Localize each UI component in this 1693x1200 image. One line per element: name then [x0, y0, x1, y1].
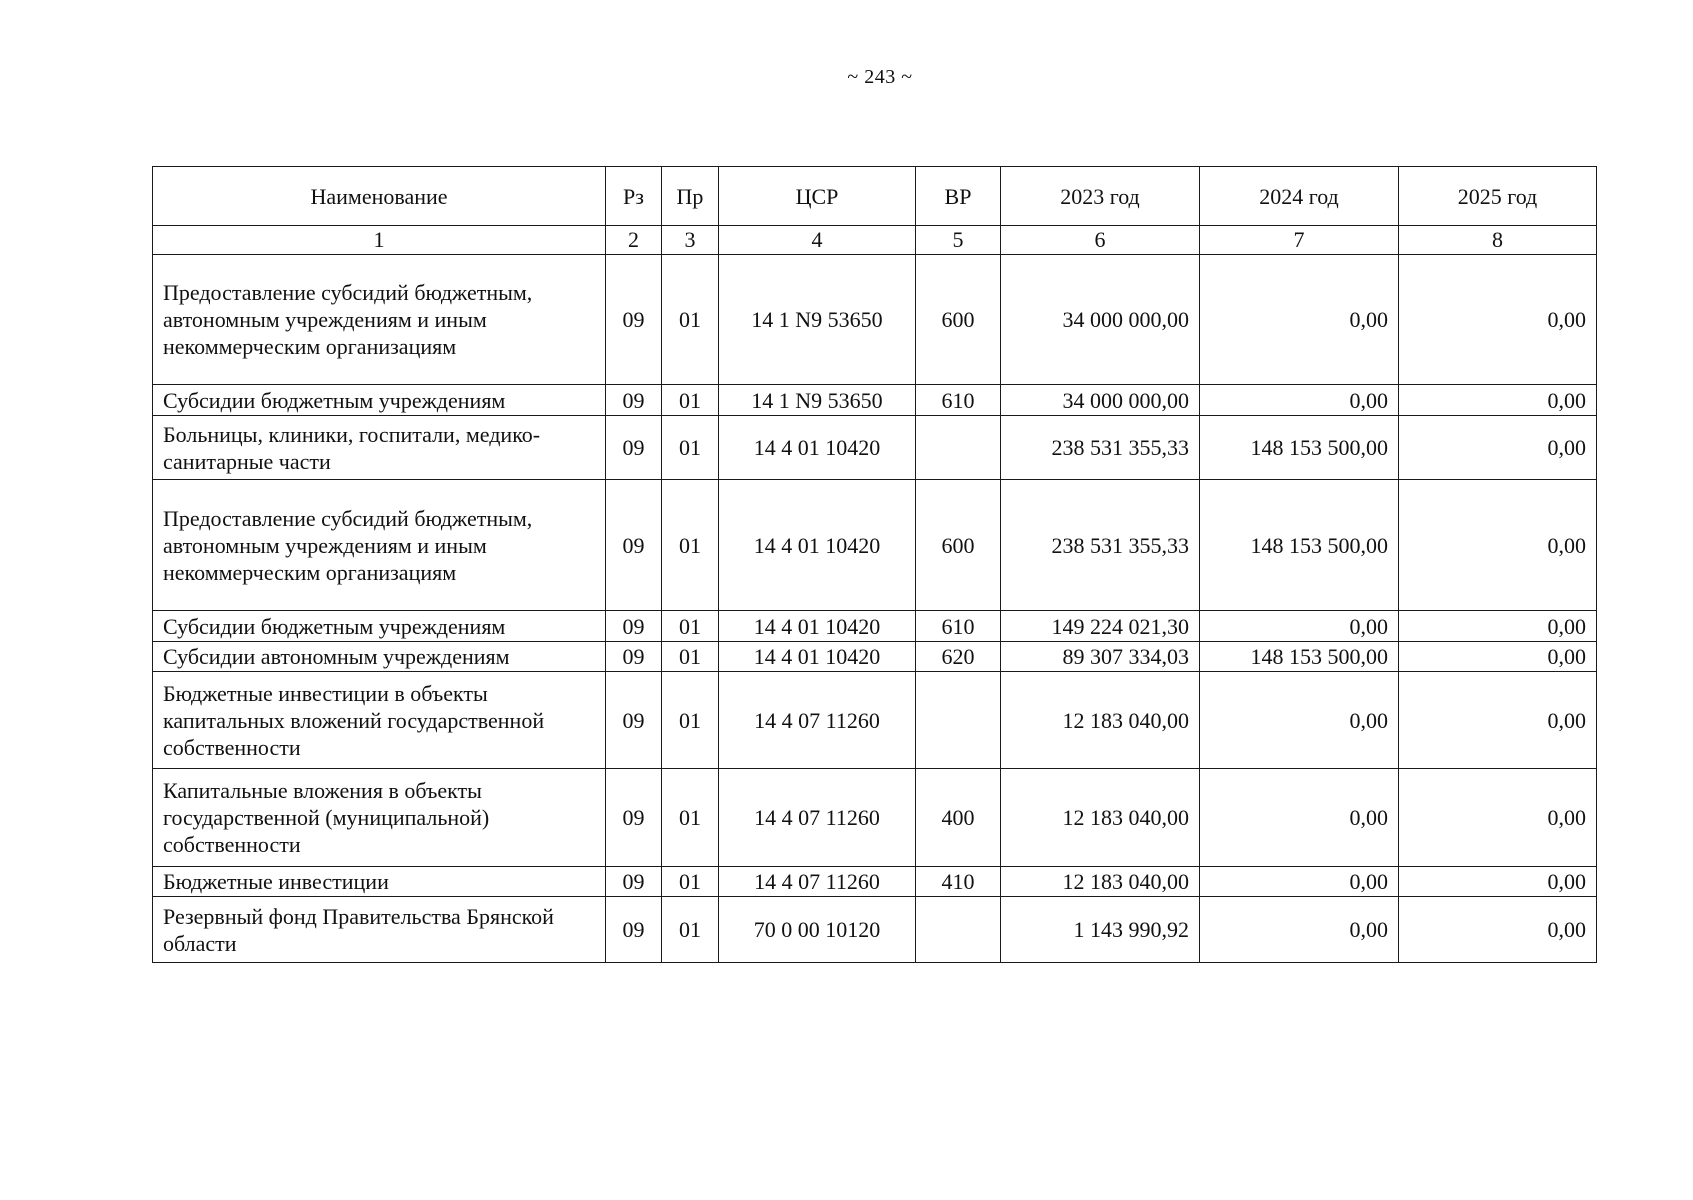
- row-2024: 0,00: [1200, 867, 1399, 897]
- header-pr: Пр: [662, 167, 719, 226]
- row-2023: 238 531 355,33: [1001, 416, 1200, 480]
- row-vr: 400: [916, 769, 1001, 867]
- header-vr: ВР: [916, 167, 1001, 226]
- row-2023: 149 224 021,30: [1001, 611, 1200, 642]
- column-number: 8: [1399, 226, 1597, 255]
- row-csr: 14 4 01 10420: [719, 480, 916, 611]
- table-row: [153, 480, 1597, 611]
- row-pr: 01: [662, 385, 719, 416]
- row-2023: 34 000 000,00: [1001, 385, 1200, 416]
- row-vr: 610: [916, 385, 1001, 416]
- table-row: [153, 769, 1597, 867]
- row-2023: 89 307 334,03: [1001, 642, 1200, 672]
- row-csr: 14 4 07 11260: [719, 769, 916, 867]
- row-pr: 01: [662, 480, 719, 611]
- column-number: 6: [1001, 226, 1200, 255]
- row-2025: 0,00: [1399, 672, 1597, 769]
- row-name: Субсидии автономным учреждениям: [153, 642, 606, 672]
- column-number: 1: [153, 226, 606, 255]
- row-2025: 0,00: [1399, 897, 1597, 963]
- row-name: Предоставление субсидий бюджетным, автономным учреждениям и иным некоммерческим организациям: [153, 255, 606, 385]
- page-number: ~ 243 ~: [847, 66, 913, 88]
- row-csr: 14 4 01 10420: [719, 642, 916, 672]
- row-2023: 12 183 040,00: [1001, 769, 1200, 867]
- column-number-row: [153, 226, 1597, 255]
- row-rz: 09: [606, 416, 662, 480]
- header-row: [153, 167, 1597, 226]
- row-2024: 148 153 500,00: [1200, 480, 1399, 611]
- row-csr: 14 1 N9 53650: [719, 385, 916, 416]
- row-2024: 0,00: [1200, 897, 1399, 963]
- row-pr: 01: [662, 611, 719, 642]
- row-2025: 0,00: [1399, 385, 1597, 416]
- row-name: Бюджетные инвестиции в объекты капитальных вложений государственной собственности: [153, 672, 606, 769]
- row-name: Субсидии бюджетным учреждениям: [153, 611, 606, 642]
- row-pr: 01: [662, 416, 719, 480]
- table-row: [153, 385, 1597, 416]
- row-rz: 09: [606, 769, 662, 867]
- row-2025: 0,00: [1399, 642, 1597, 672]
- row-2024: 0,00: [1200, 672, 1399, 769]
- table-row: [153, 416, 1597, 480]
- row-rz: 09: [606, 897, 662, 963]
- row-pr: 01: [662, 897, 719, 963]
- header-2023: 2023 год: [1001, 167, 1200, 226]
- table-row: [153, 897, 1597, 963]
- row-rz: 09: [606, 255, 662, 385]
- header-2025: 2025 год: [1399, 167, 1597, 226]
- row-rz: 09: [606, 385, 662, 416]
- row-name: Субсидии бюджетным учреждениям: [153, 385, 606, 416]
- row-pr: 01: [662, 672, 719, 769]
- table-row: [153, 672, 1597, 769]
- row-2025: 0,00: [1399, 611, 1597, 642]
- row-2025: 0,00: [1399, 480, 1597, 611]
- row-name: Предоставление субсидий бюджетным, автономным учреждениям и иным некоммерческим организациям: [153, 480, 606, 611]
- row-name: Резервный фонд Правительства Брянской области: [153, 897, 606, 963]
- header-name: Наименование: [153, 167, 606, 226]
- row-csr: 14 4 07 11260: [719, 672, 916, 769]
- column-number: 5: [916, 226, 1001, 255]
- row-csr: 14 4 01 10420: [719, 416, 916, 480]
- budget-table: [152, 166, 1597, 963]
- row-2024: 0,00: [1200, 255, 1399, 385]
- row-name: Больницы, клиники, госпитали, медико-санитарные части: [153, 416, 606, 480]
- row-2024: 0,00: [1200, 385, 1399, 416]
- row-pr: 01: [662, 642, 719, 672]
- row-pr: 01: [662, 867, 719, 897]
- column-number: 3: [662, 226, 719, 255]
- row-pr: 01: [662, 769, 719, 867]
- row-2024: 0,00: [1200, 769, 1399, 867]
- row-2023: 1 143 990,92: [1001, 897, 1200, 963]
- column-number: 7: [1200, 226, 1399, 255]
- row-2025: 0,00: [1399, 867, 1597, 897]
- row-vr: [916, 897, 1001, 963]
- row-pr: 01: [662, 255, 719, 385]
- row-vr: 610: [916, 611, 1001, 642]
- table-row: [153, 642, 1597, 672]
- row-2025: 0,00: [1399, 255, 1597, 385]
- table-row: [153, 611, 1597, 642]
- column-number: 4: [719, 226, 916, 255]
- row-vr: 600: [916, 480, 1001, 611]
- row-vr: 410: [916, 867, 1001, 897]
- row-2024: 0,00: [1200, 611, 1399, 642]
- row-vr: 600: [916, 255, 1001, 385]
- row-rz: 09: [606, 672, 662, 769]
- row-vr: [916, 672, 1001, 769]
- row-rz: 09: [606, 642, 662, 672]
- row-vr: 620: [916, 642, 1001, 672]
- row-name: Капитальные вложения в объекты государственной (муниципальной) собственности: [153, 769, 606, 867]
- row-2023: 12 183 040,00: [1001, 672, 1200, 769]
- row-rz: 09: [606, 611, 662, 642]
- row-rz: 09: [606, 867, 662, 897]
- header-2024: 2024 год: [1200, 167, 1399, 226]
- row-csr: 14 1 N9 53650: [719, 255, 916, 385]
- row-2024: 148 153 500,00: [1200, 642, 1399, 672]
- row-csr: 14 4 07 11260: [719, 867, 916, 897]
- table-row: [153, 255, 1597, 385]
- row-2023: 34 000 000,00: [1001, 255, 1200, 385]
- header-csr: ЦСР: [719, 167, 916, 226]
- row-2023: 238 531 355,33: [1001, 480, 1200, 611]
- row-vr: [916, 416, 1001, 480]
- row-name: Бюджетные инвестиции: [153, 867, 606, 897]
- table-row: [153, 867, 1597, 897]
- row-2023: 12 183 040,00: [1001, 867, 1200, 897]
- row-csr: 14 4 01 10420: [719, 611, 916, 642]
- column-number: 2: [606, 226, 662, 255]
- row-rz: 09: [606, 480, 662, 611]
- row-2024: 148 153 500,00: [1200, 416, 1399, 480]
- row-csr: 70 0 00 10120: [719, 897, 916, 963]
- header-rz: Рз: [606, 167, 662, 226]
- row-2025: 0,00: [1399, 769, 1597, 867]
- row-2025: 0,00: [1399, 416, 1597, 480]
